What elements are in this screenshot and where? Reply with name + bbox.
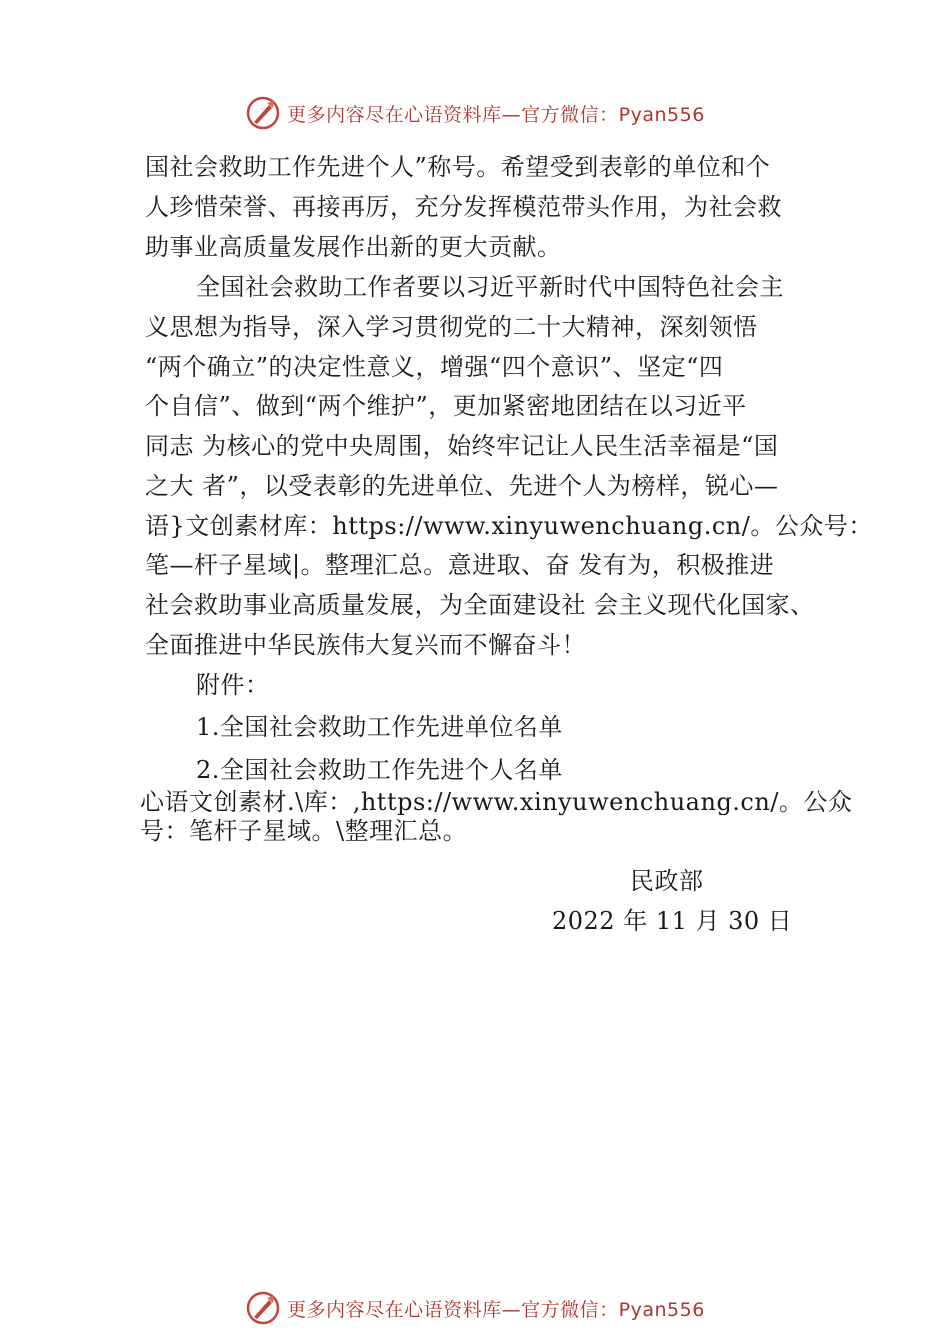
attachment-label: 附件：: [196, 671, 270, 699]
footer-banner-text: 更多内容尽在心语资料库—官方微信：Pyan556: [287, 1298, 705, 1321]
body-line: 义思想为指导，深入学习贯彻党的二十大精神，深刻领悟: [145, 313, 758, 341]
body-line: 国社会救助工作先进个人”称号。希望受到表彰的单位和个: [145, 153, 771, 181]
attachment-item: 1.全国社会救助工作先进单位名单: [196, 713, 563, 741]
header-banner: [0, 95, 950, 131]
attachment-item: 2.全国社会救助工作先进个人名单: [196, 756, 563, 784]
body-line: 全面推进中华民族伟大复兴而不懈奋斗！: [145, 631, 586, 659]
body-line: 之大 者”，以受表彰的先进单位、先进个人为榜样，锐心—: [145, 472, 779, 500]
body-line: 人珍惜荣誉、再接再厉，充分发挥模范带头作用，为社会救: [145, 193, 782, 221]
quill-logo-icon: [245, 1290, 281, 1326]
body-line: 笔—杆子星域|。整理汇总。意进取、奋 发有为，积极推进: [145, 551, 775, 579]
watermark-line: 号：笔杆子星域。\整理汇总。: [140, 817, 468, 845]
body-line: 助事业高质量发展作出新的更大贡献。: [145, 233, 562, 261]
body-line: 全国社会救助工作者要以习近平新时代中国特色社会主: [196, 273, 784, 301]
footer-banner: [0, 1290, 950, 1326]
quill-logo-icon: [245, 95, 281, 131]
watermark-line: 心语文创素材.\库：,https://www.xinyuwenchuang.cn/。公众: [140, 788, 853, 816]
signature-org: 民政部: [630, 867, 704, 895]
body-line: 语}文创素材库：https://www.xinyuwenchuang.cn/。公众号：: [145, 512, 873, 540]
body-line: “两个确立”的决定性意义，增强“四个意识”、坚定“四: [145, 353, 724, 381]
header-banner-text: 更多内容尽在心语资料库—官方微信：Pyan556: [287, 103, 705, 126]
signature-date: 2022 年 11 月 30 日: [552, 907, 793, 935]
body-line: 个自信”、做到“两个维护”，更加紧密地团结在以习近平: [145, 392, 747, 420]
body-line: 社会救助事业高质量发展，为全面建设社 会主义现代化国家、: [145, 591, 815, 619]
body-line: 同志 为核心的党中央周围，始终牢记让人民生活幸福是“国: [145, 432, 779, 460]
